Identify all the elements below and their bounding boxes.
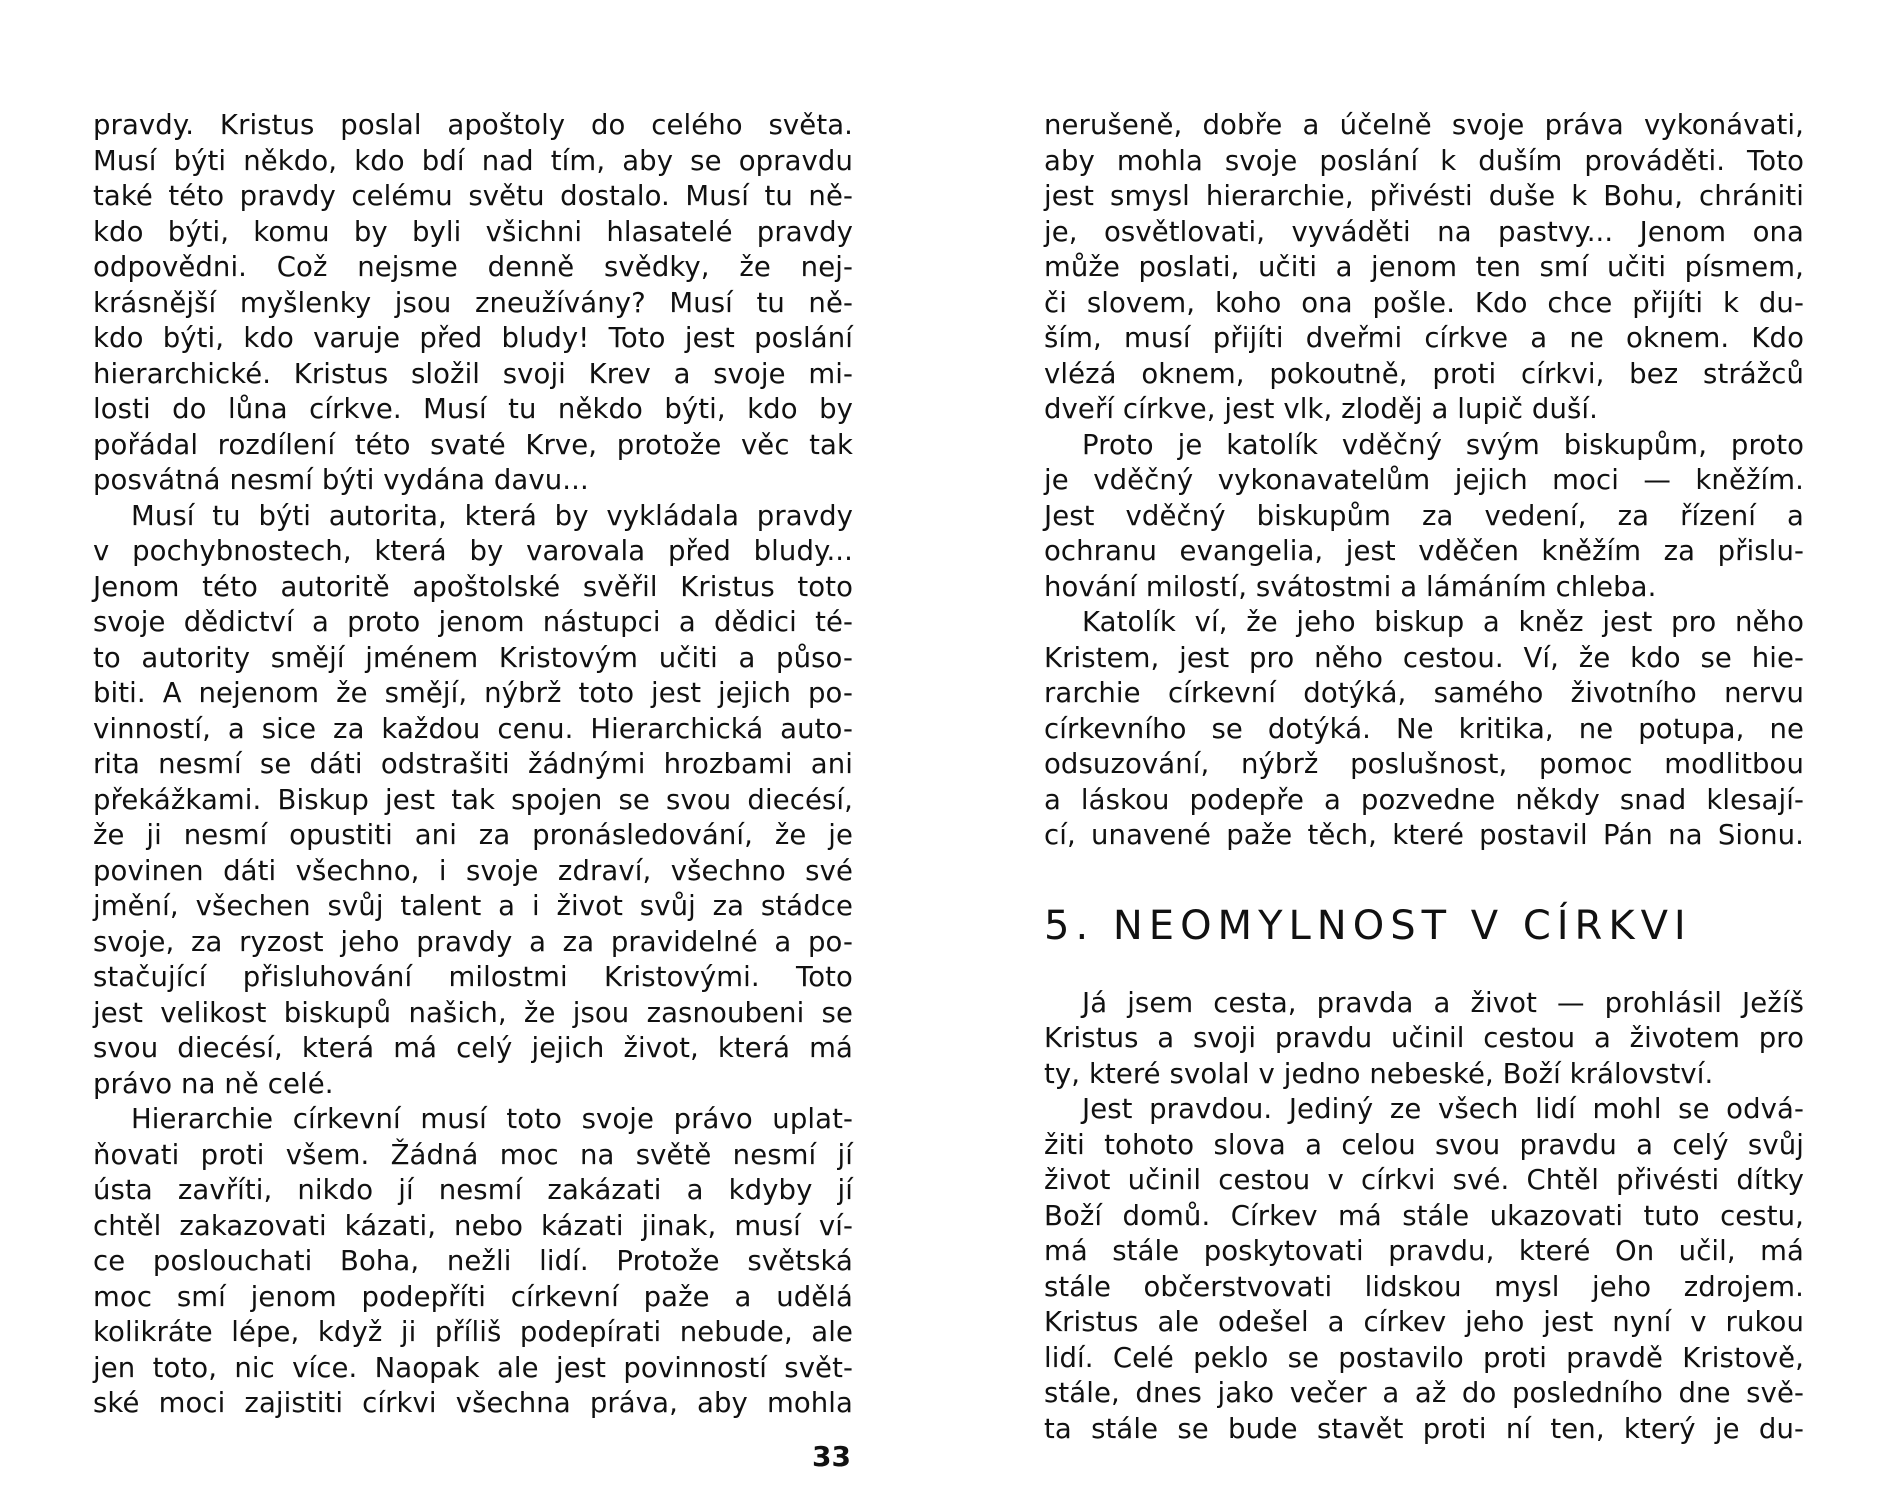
text-line: či slovem, koho ona pošle. Kdo chce přijíti k du- [1044,286,1804,319]
text-line: ňovati proti všem. Žádná moc na světě nesmí jí [93,1138,853,1171]
text-line: stále občerstvovati lidskou mysl jeho zdrojem. [1044,1270,1804,1303]
text-line: biti. A nejenom že smějí, nýbrž toto jest jejich po- [93,677,853,709]
text-line: ty, které svolal v jedno nebeské, Boží království. [1044,1057,1714,1090]
text-line: pořádal rozdílení této svaté Krve, protože věc tak [93,428,853,461]
text-line: to autority smějí jménem Kristovým učiti a půso- [93,641,853,674]
text-line: cí, unavené paže těch, které postavil Pán na Sionu. [1044,819,1804,851]
text-line: Jest pravdou. Jediný ze všech lidí mohl se odvá- [1082,1093,1804,1125]
text-line: žiti tohoto slova a celou svou pravdu a celý svůj [1044,1128,1804,1161]
text-line: Kristem, jest pro něho cestou. Ví, že kdo se hie- [1044,641,1804,674]
text-line: Musí tu býti autorita, která by vykládala pravdy [131,499,853,532]
right-page [1044,108,1804,1447]
text-line: může poslati, učiti a jenom ten smí učiti písmem, [1044,251,1804,283]
text-line: hierarchické. Kristus složil svoji Krev a svoje mi- [93,357,853,390]
text-line: také této pravdy celému světu dostalo. Musí tu ně- [93,180,853,212]
text-line: Kristus a svoji pravdu učinil cestou a životem pro [1044,1022,1804,1054]
text-line: jest velikost biskupů našich, že jsou zasnoubeni se [93,996,853,1029]
text-line: kolikráte lépe, když ji příliš podepírati nebude, ale [93,1316,853,1348]
right-page-text-after-heading [1044,986,1804,1448]
text-line: jen toto, nic více. Naopak ale jest povinností svět- [93,1351,853,1384]
text-line: Jenom této autoritě apoštolské svěřil Kristus toto [93,570,853,603]
text-line: rita nesmí se dáti odstrašiti žádnými hrozbami ani [93,748,853,780]
text-line: církevního se dotýká. Ne kritika, ne potupa, ne [1044,712,1804,745]
text-line: vlézá oknem, pokoutně, proti církvi, bez strážců [1044,357,1804,390]
text-line: kdo býti, kdo varuje před bludy! Toto jest poslání [93,322,853,354]
text-line: právo na ně celé. [93,1067,334,1100]
text-line: Proto je katolík vděčný svým biskupům, proto [1082,428,1804,461]
text-line: dveří církve, jest vlk, zloděj a lupič duší. [1044,393,1599,425]
text-line: ce poslouchati Boha, nežli lidí. Protože světská [93,1245,853,1277]
text-line: v pochybnostech, která by varovala před bludy... [93,535,853,567]
text-line: hování milostí, svátostmi a lámáním chleba. [1044,570,1657,603]
text-line: lidí. Celé peklo se postavilo proti pravdě Kristově, [1044,1341,1804,1374]
text-line: odpovědni. Což nejsme denně svědky, že nej- [93,251,853,283]
text-line: nerušeně, dobře a účelně svoje práva vykonávati, [1044,109,1804,141]
text-line: ta stále se bude stavět proti ní ten, který je du- [1044,1412,1804,1445]
text-line: je, osvětlovati, vyváděti na pastvy... Jenom ona [1044,215,1804,248]
text-line: Musí býti někdo, kdo bdí nad tím, aby se opravdu [93,144,853,177]
text-line: ské moci zajistiti církvi všechna práva, aby mohla [93,1387,853,1419]
left-page-text [93,108,853,1422]
text-line: má stále poskytovati pravdu, které On učil, má [1044,1235,1804,1267]
text-line: Boží domů. Církev má stále ukazovati tuto cestu, [1044,1199,1804,1232]
left-page [93,108,853,1422]
text-line: Já jsem cesta, pravda a život — prohlásil Ježíš [1082,986,1804,1019]
text-line: pravdy. Kristus poslal apoštoly do celého světa. [93,109,853,141]
text-line: jmění, všechen svůj talent a i život svůj za stádce [93,890,853,922]
text-line: povinen dáti všechno, i svoje zdraví, všechno své [93,854,853,887]
text-line: ústa zavříti, nikdo jí nesmí zakázati a kdyby jí [93,1174,853,1206]
text-line: život učinil cestou v církvi své. Chtěl přivésti dítky [1044,1164,1804,1196]
text-line: Jest vděčný biskupům za vedení, za řízení a [1044,499,1804,532]
text-line: Katolík ví, že jeho biskup a kněz jest pro něho [1082,606,1804,638]
text-line: že ji nesmí opustiti ani za pronásledování, že je [93,819,853,851]
text-line: stačující přisluhování milostmi Kristovými. Toto [93,961,853,993]
right-page-text-before-heading [1044,108,1804,854]
text-line: stále, dnes jako večer a až do posledního dne svě- [1044,1377,1804,1409]
text-line: je vděčný vykonavatelům jejich moci — kněžím. [1044,464,1804,496]
text-line: svou diecésí, která má celý jejich život, která má [93,1032,853,1064]
text-line: svoje, za ryzost jeho pravdy a za pravidelné a po- [93,925,853,958]
text-line: a láskou podepře a pozvedne někdy snad klesají- [1044,783,1804,816]
text-line: odsuzování, nýbrž poslušnost, pomoc modlitbou [1044,748,1804,780]
page-number: 33 [812,1440,851,1473]
text-line: moc smí jenom podepříti církevní paže a udělá [93,1280,853,1313]
text-line: ším, musí přijíti dveřmi církve a ne oknem. Kdo [1044,322,1804,354]
text-line: vinností, a sice za každou cenu. Hierarchická auto- [93,712,853,745]
text-line: překážkami. Biskup jest tak spojen se svou diecésí, [93,783,853,816]
text-line: losti do lůna církve. Musí tu někdo býti, kdo by [93,393,853,425]
text-line: aby mohla svoje poslání k duším prováděti. Toto [1044,144,1804,177]
text-line: jest smysl hierarchie, přivésti duše k Bohu, chrániti [1044,180,1804,212]
section-heading: 5. NEOMYLNOST V CÍRKVI [1044,902,1692,949]
text-line: rarchie církevní dotýká, samého životního nervu [1044,677,1804,709]
text-line: chtěl zakazovati kázati, nebo kázati jinak, musí ví- [93,1209,853,1242]
text-line: posvátná nesmí býti vydána davu... [93,464,589,496]
text-line: kdo býti, komu by byli všichni hlasatelé pravdy [93,215,853,248]
text-line: ochranu evangelia, jest vděčen kněžím za přislu- [1044,535,1804,567]
text-line: Kristus ale odešel a církev jeho jest nyní v rukou [1044,1306,1804,1338]
text-line: Hierarchie církevní musí toto svoje právo uplat- [131,1103,853,1135]
text-line: svoje dědictví a proto jenom nástupci a dědici té- [93,606,853,638]
text-line: krásnější myšlenky jsou zneužívány? Musí tu ně- [93,286,853,319]
